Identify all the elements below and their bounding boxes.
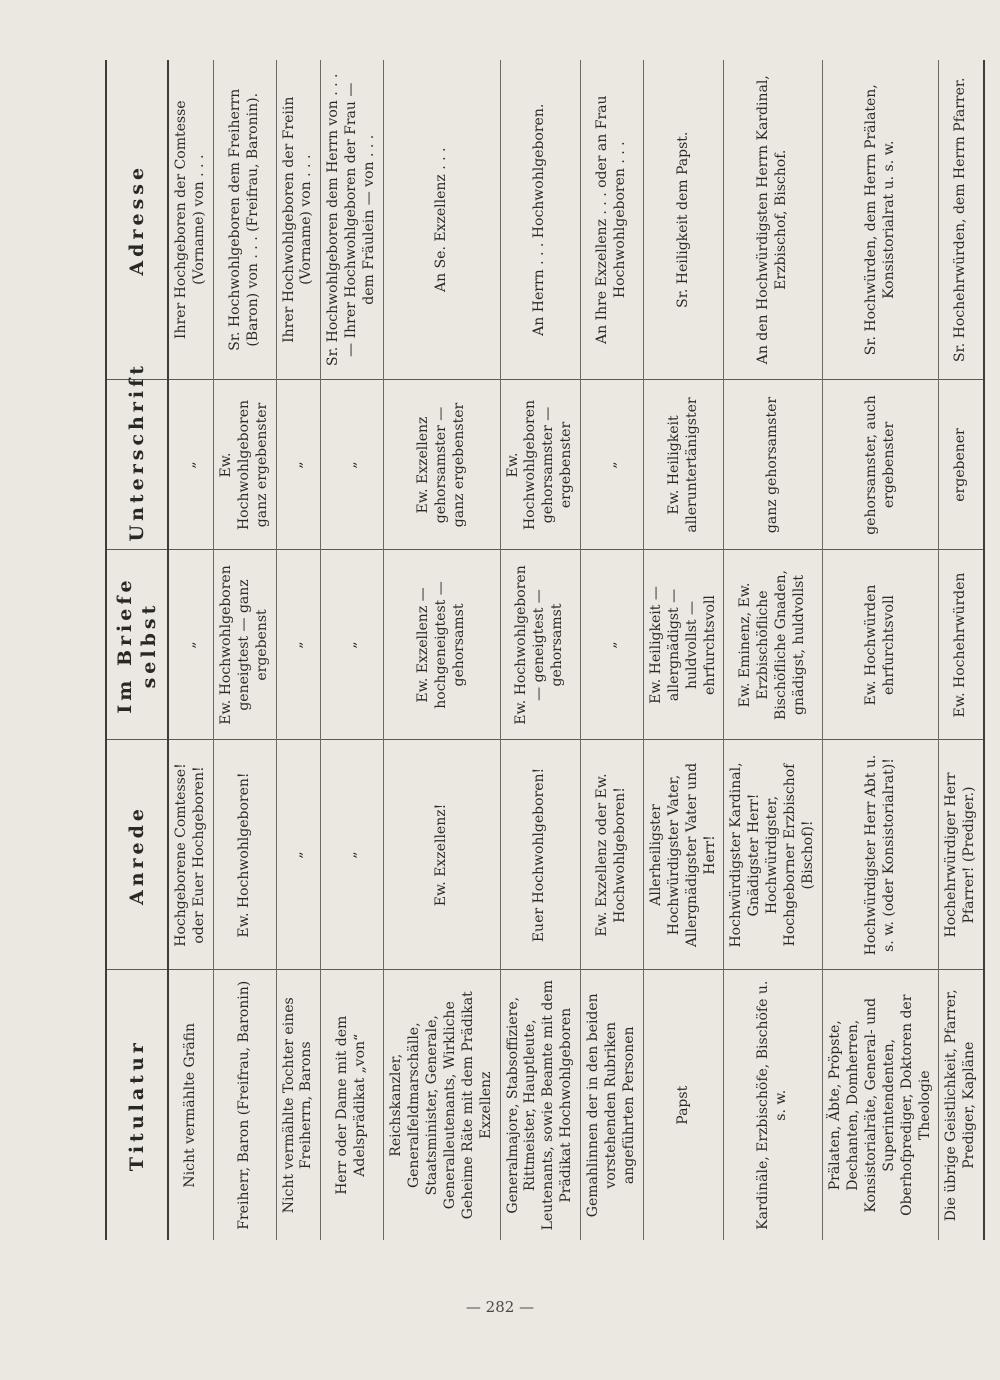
cell-adresse: Sr. Hochwohlgeboren dem Freiherrn (Baron) von . . . (Freifrau, Baronin). bbox=[213, 60, 276, 380]
header-anrede: Anrede bbox=[106, 740, 168, 970]
cell-adresse: Ihrer Hochwohlgeboren der Freiin (Vorname) von . . . bbox=[276, 60, 321, 380]
cell-titulatur: Die übrige Geistlichkeit, Pfarrer, Prediger, Kapläne bbox=[939, 970, 984, 1240]
cell-im-briefe-selbst: Ew. Hochwürden ehrfurchtsvoll bbox=[823, 550, 939, 740]
cell-unterschrift: Ew. Hochwohlgeboren ganz ergebenster bbox=[213, 380, 276, 550]
table-row bbox=[939, 60, 984, 1240]
cell-im-briefe-selbst: Ew. Exzellenz — hochgeneigtest — gehorsamst bbox=[384, 550, 500, 740]
cell-im-briefe-selbst: „ bbox=[276, 550, 321, 740]
cell-adresse: Sr. Heiligkeit dem Papst. bbox=[643, 60, 724, 380]
cell-titulatur: Prälaten, Äbte, Pröpste, Dechanten, Domherren, Konsistorialräte, General- und Superintendenten, Oberhofprediger, Doktoren der Theologie bbox=[823, 970, 939, 1240]
cell-anrede: Hochwürdigster Kardinal, Gnädigster Herr! Hochwürdigster, Hochgeborner Erzbischof (Bischof)! bbox=[724, 740, 823, 970]
cell-im-briefe-selbst: Ew. Eminenz, Ew. Erzbischöfliche Bischöfliche Gnaden, gnädigst, huldvollst bbox=[724, 550, 823, 740]
cell-unterschrift: Ew. Exzellenz gehorsamster — ganz ergebenster bbox=[384, 380, 500, 550]
cell-unterschrift: ganz gehorsamster bbox=[724, 380, 823, 550]
cell-unterschrift: gehorsamster, auch ergebenster bbox=[823, 380, 939, 550]
table-row bbox=[384, 60, 500, 1240]
table-row bbox=[643, 60, 724, 1240]
cell-titulatur: Gemahlinnen der in den beiden vorstehenden Rubriken angeführten Personen bbox=[581, 970, 644, 1240]
table-row bbox=[823, 60, 939, 1240]
cell-anrede: Allerheiligster Hochwürdigster Vater, Allergnädigster Vater und Herr! bbox=[643, 740, 724, 970]
page-number: — 282 — bbox=[465, 1298, 535, 1316]
table-header-row bbox=[106, 60, 168, 1240]
table-row bbox=[500, 60, 581, 1240]
header-unterschrift: Unterschrift bbox=[106, 380, 168, 550]
cell-titulatur: Nicht vermählte Tochter eines Freiherrn, Barons bbox=[276, 970, 321, 1240]
table-row bbox=[321, 60, 384, 1240]
cell-adresse: An den Hochwürdigsten Herrn Kardinal, Erzbischof, Bischof. bbox=[724, 60, 823, 380]
cell-anrede: Hochehrwürdiger Herr Pfarrer! (Prediger.) bbox=[939, 740, 984, 970]
cell-unterschrift: „ bbox=[321, 380, 384, 550]
cell-titulatur: Kardinäle, Erzbischöfe, Bischöfe u. s. w. bbox=[724, 970, 823, 1240]
cell-unterschrift: Ew. Heiligkeit alleruntertänigster bbox=[643, 380, 724, 550]
cell-unterschrift: ergebener bbox=[939, 380, 984, 550]
cell-adresse: An Se. Exzellenz . . . bbox=[384, 60, 500, 380]
cell-titulatur: Herr oder Dame mit dem Adelsprädikat „von“ bbox=[321, 970, 384, 1240]
cell-anrede: „ bbox=[276, 740, 321, 970]
cell-anrede: Ew. Exzellenz oder Ew. Hochwohlgeboren! bbox=[581, 740, 644, 970]
cell-titulatur: Generalmajore, Stabsoffiziere, Rittmeister, Hauptleute, Leutenants, sowie Beamte mit dem Prädikat Hochwohlgeboren bbox=[500, 970, 581, 1240]
cell-im-briefe-selbst: „ bbox=[581, 550, 644, 740]
cell-adresse: Sr. Hochwürden, dem Herrn Prälaten, Konsistorialrat u. s. w. bbox=[823, 60, 939, 380]
table-row bbox=[276, 60, 321, 1240]
header-im-briefe-selbst: Im Briefe selbst bbox=[106, 550, 168, 740]
cell-titulatur: Reichskanzler, Generalfeldmarschälle, Staatsminister, Generale, Generalleutenants, Wirkliche Geheime Räte mit dem Prädikat Exzellenz bbox=[384, 970, 500, 1240]
cell-titulatur: Papst bbox=[643, 970, 724, 1240]
cell-unterschrift: „ bbox=[168, 380, 213, 550]
table-row bbox=[581, 60, 644, 1240]
header-adresse: Adresse bbox=[106, 60, 168, 380]
forms-of-address-table bbox=[105, 60, 985, 1240]
cell-unterschrift: „ bbox=[276, 380, 321, 550]
cell-unterschrift: „ bbox=[581, 380, 644, 550]
cell-adresse: Ihrer Hochgeboren der Comtesse (Vorname) von . . . bbox=[168, 60, 213, 380]
cell-anrede: Hochgeborene Comtesse! oder Euer Hochgeboren! bbox=[168, 740, 213, 970]
cell-unterschrift: Ew. Hochwohlgeboren gehorsamster — ergebenster bbox=[500, 380, 581, 550]
cell-adresse: An Herrn . . . Hochwohlgeboren. bbox=[500, 60, 581, 380]
cell-adresse: Sr. Hochehrwürden, dem Herrn Pfarrer. bbox=[939, 60, 984, 380]
cell-anrede: Hochwürdigster Herr Abt u. s. w. (oder Konsistorialrat)! bbox=[823, 740, 939, 970]
header-titulatur: Titulatur bbox=[106, 970, 168, 1240]
rotated-table-wrapper bbox=[105, 60, 978, 1240]
table-row bbox=[213, 60, 276, 1240]
cell-titulatur: Freiherr, Baron (Freifrau, Baronin) bbox=[213, 970, 276, 1240]
cell-anrede: Euer Hochwohlgeboren! bbox=[500, 740, 581, 970]
cell-im-briefe-selbst: Ew. Hochehrwürden bbox=[939, 550, 984, 740]
table-row bbox=[724, 60, 823, 1240]
cell-im-briefe-selbst: „ bbox=[168, 550, 213, 740]
table-row bbox=[168, 60, 213, 1240]
cell-anrede: Ew. Exzellenz! bbox=[384, 740, 500, 970]
cell-im-briefe-selbst: Ew. Heiligkeit — allergnädigst — huldvollst — ehrfurchtsvoll bbox=[643, 550, 724, 740]
cell-adresse: An Ihre Exzellenz . . . oder an Frau Hochwohlgeboren . . . bbox=[581, 60, 644, 380]
cell-im-briefe-selbst: „ bbox=[321, 550, 384, 740]
cell-adresse: Sr. Hochwohlgeboren dem Herrn von . . . — Ihrer Hochwohlgeboren der Frau — dem Fräulein — von . . . bbox=[321, 60, 384, 380]
cell-im-briefe-selbst: Ew. Hochwohlgeboren geneigtest — ganz ergebenst bbox=[213, 550, 276, 740]
cell-anrede: „ bbox=[321, 740, 384, 970]
cell-anrede: Ew. Hochwohlgeboren! bbox=[213, 740, 276, 970]
cell-titulatur: Nicht vermählte Gräfin bbox=[168, 970, 213, 1240]
cell-im-briefe-selbst: Ew. Hochwohlgeboren — geneigtest — gehorsamst bbox=[500, 550, 581, 740]
